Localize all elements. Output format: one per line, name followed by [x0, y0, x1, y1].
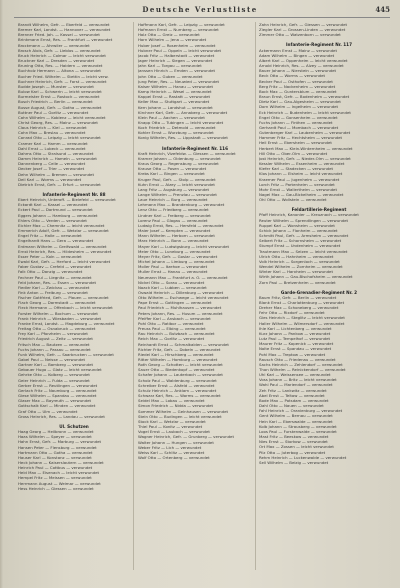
casualty-entry: Bruckner Karl — Dresden — verwundet [18, 58, 95, 64]
casualty-entry: Decker Josef — Trier — verwundet [18, 166, 85, 172]
casualty-entry: Dreher Max — Schoneberg — verwundet [259, 305, 339, 311]
casualty-entry: Kohler Ernst — Wurzburg — verwundet [138, 130, 214, 136]
casualty-entry: Feld Johann, Res. — Essen — verwundet [18, 279, 97, 285]
casualty-entry: Lorenz Paul — Glogau — verwundet [138, 217, 208, 223]
casualty-entry: Roth Georg — Schotten — leicht verwundet [138, 362, 223, 368]
casualty-entry: Haag Georg — Heilbronn — verwundet [18, 429, 94, 435]
casualty-entry: Fuchs Johann — Passau — verwundet [18, 346, 91, 352]
casualty-entry: Erdmann Wilhelm — Greifswald — verwundet [18, 243, 107, 249]
casualty-entry: Hess Heinrich — Giessen — verwundet [18, 485, 94, 491]
casualty-entry: Dahms Otto — Stralsund — verwundet [18, 150, 94, 156]
casualty-entry: Bruck Heinrich — Colmar — leicht verwundet [18, 52, 106, 58]
casualty-entry: Ernst Heinrich, Res. — Hildesheim — verwundet [18, 248, 112, 254]
casualty-entry: Pfaff Heinrich, Kanonier — Kreuznach — verwundet [259, 212, 359, 218]
casualty-entry: Herrmann August — Weimar — verwundet [18, 480, 101, 486]
casualty-entry: Dietz Karl — Gau-Algesheim — verwundet [259, 99, 341, 105]
casualty-entry: Weber Fritz — Lich — verwundet [138, 444, 202, 450]
casualty-entry: Graf Otto — Ulm — verwundet [18, 408, 78, 414]
casualty-entry: Budde Joseph — Munster — verwundet [18, 83, 94, 89]
casualty-entry: Voss Johann — Britz — leicht verwundet [259, 377, 337, 383]
casualty-entry: Brinkmann Ernst, Res. — Frankfurt — verwundet [18, 37, 113, 43]
casualty-entry: Fahl Heinrich — Oranienburg — verwundet [259, 408, 343, 414]
casualty-entry: Fink Anton — Freiburg — verwundet [18, 289, 88, 295]
casualty-entry: Christ Georg, Res. — Mainz — verwundet [18, 119, 98, 125]
casualty-entry: Noack Karl — Lubben — verwundet [138, 284, 207, 290]
casualty-entry: Mast Fritz — Beeskow — verwundet [259, 434, 329, 440]
casualty-entry: Deil Karl — Worms — verwundet [18, 176, 82, 182]
casualty-entry: Franke Ernst, Landst. — Magdeburg — verwundet [18, 320, 115, 326]
casualty-entry: Ewald Karl, Gefr. — Herford — leicht verwundet [18, 259, 111, 265]
casualty-entry: Ebert Heinrich, Unteroff. — Bielefeld — verwundet [18, 197, 116, 203]
casualty-entry: Simon Friedrich — Nidda — verwundet [138, 403, 214, 409]
casualty-entry: Heck Johann — Kaiserslautern — verwundet [18, 459, 104, 465]
casualty-entry: Jahn Karl — Torgau — verwundet [138, 63, 202, 69]
casualty-entry: Walter Johann — Hungen — verwundet [138, 439, 214, 445]
casualty-entry: Freitag Otto — Osnabruck — verwundet [18, 326, 96, 332]
casualty-entry: Busse August, Gefr. — Gotha — verwundet [18, 104, 102, 110]
casualty-entry: Stock Karl — Wetzlar — verwundet [138, 418, 206, 424]
casualty-entry: Frank Heinrich — Wiesbaden — verwundet [18, 315, 102, 321]
casualty-entry: Kamp Heinrich — Wesel — verwundet [138, 89, 212, 95]
casualty-entry: Buttner Paul — Gorlitz — verwundet [18, 109, 89, 115]
casualty-entry: Fehr Otto — Rixdorf — verwundet [259, 310, 325, 316]
column-divider [133, 22, 134, 570]
casualty-entry: Sauer Otto — Biedenkopf — verwundet [138, 367, 215, 373]
casualty-entry: Zorn Paul — Bretzenheim — verwundet [259, 279, 336, 285]
casualty-entry: Gehrke Otto — Kolberg — verwundet [18, 372, 90, 378]
casualty-entry: Bruning Otto, Res. — Haidern — verwundet [18, 63, 103, 69]
casualty-entry: Laue Heinrich — Burg — verwundet [138, 197, 208, 203]
casualty-entry: Glaser Max — Bayreuth — verwundet [18, 398, 92, 404]
casualty-entry: Gutenberger Karl — Laubenheim — verwundet [259, 130, 351, 136]
casualty-entry: Maier Josef — Kempten — verwundet [138, 228, 211, 234]
casualty-entry: Klein Paul — Aachen — verwundet [138, 114, 205, 120]
casualty-entry: Hahn Ernst, Gefr. — Marburg — verwundet [18, 439, 102, 445]
section-heading: Ul. Schutzen [59, 423, 89, 429]
casualty-entry: Kolb Johann — Strausberg — verwundet [259, 423, 337, 429]
casualty-entry: Gebauer Hugo — Glatz — leicht verwundet [18, 367, 102, 373]
casualty-entry: Vogel Ernst — Laubach — verwundet [138, 429, 210, 435]
casualty-entry: Ackermann Ernst — Mainz — verwundet [259, 47, 337, 53]
casualty-entry: Funk Wilhelm, Gefr. — Saarbrucken — verwundet [18, 351, 114, 357]
casualty-entry: Bremer Karl, Landst. — Hannover — verwundet [18, 27, 111, 33]
header-rule [14, 17, 390, 18]
casualty-entry: Horn Wilhelm — Jena — verwundet [138, 37, 207, 43]
casualty-entry: Geier Heinrich — Fulda — verwundet [18, 377, 90, 383]
casualty-entry: Dannenberg — Celle — verwundet [18, 161, 86, 167]
casualty-entry: Beck Otto — Worms — verwundet [259, 73, 326, 79]
casualty-entry: Lehmann Max — Brandenburg — verwundet [138, 202, 225, 208]
casualty-entry: Keller Max — Stuttgart — verwundet [138, 99, 210, 105]
casualty-entry: Otto Wilhelm — Eschwege — leicht verwundet [138, 295, 229, 301]
casualty-entry: Rausch Otto — Friedenau — verwundet [259, 356, 336, 362]
casualty-entry: Marx Heinrich — Bonn — verwundet [138, 238, 209, 244]
column-middle [138, 22, 252, 574]
casualty-entry: Preuss Paul — Elbing — verwundet [138, 326, 206, 332]
casualty-entry: Berg Fritz — Nackenheim — verwundet [259, 83, 336, 89]
casualty-entry: Ort Max — Zossen — leicht verwundet [259, 444, 334, 450]
casualty-entry: Hempel Fritz — Meissen — verwundet [18, 475, 92, 481]
casualty-entry: Gross Heinrich, Res. — Landau — verwundet [18, 413, 105, 419]
casualty-entry: Dietrich Ernst, Gefr. — Erfurt — verwundet [18, 181, 101, 187]
casualty-entry: Fischer Gottfried, Gefr. — Plauen — verwundet [18, 295, 109, 301]
casualty-entry: Koch Friedrich — Detmold — verwundet [138, 125, 216, 131]
page-title: Deutsche Verlustliste [142, 5, 258, 14]
casualty-entry: Janssen Hinrich — Emden — verwundet [138, 68, 216, 74]
casualty-entry: Kappel Ernst — Rastatt — verwundet [138, 94, 211, 100]
casualty-entry: Ritter Wilhelm — Homburg — verwundet [138, 357, 218, 362]
casualty-entry: Wagner Heinrich, Gefr. — Grunberg — verwundet [138, 434, 234, 440]
casualty-entry: Bucher Fried. Wilhelm — Stettin — leicht verw. [18, 73, 109, 79]
casualty-entry: Schafer Johann — Lauterbach — verwundet [138, 372, 223, 378]
casualty-entry: Krause Otto — Posen — verwundet [138, 166, 207, 172]
casualty-entry: Bauer Johann — Nierstein — verwundet [259, 68, 337, 74]
casualty-entry: Sommer Wilhelm — Gelnhausen — verwundet [138, 408, 228, 414]
casualty-entry: Braun Ernst, Gefr. — Bodenheim — verwundet [259, 94, 350, 100]
casualty-entry: Friedrich August — Zeitz — verwundet [18, 336, 93, 342]
casualty-entry: Kurz Johann — Pankow — verwundet [259, 330, 331, 336]
casualty-entry: Maurer Fritz — Kopenick — verwundet [259, 341, 334, 347]
casualty-entry: Klos Johann — Elsheim — leicht verwundet [259, 171, 343, 177]
casualty-entry: Conrad Otto — Leipzig — leicht verwundet [18, 135, 101, 141]
casualty-entry: Lange Wilhelm — Prenzlau — verwundet [138, 192, 217, 197]
casualty-entry: Meyer Fritz, Gefr. — Goslar — verwundet [138, 253, 218, 259]
casualty-entry: Fuchs Johann — Finthen — verwundet [259, 119, 333, 125]
casualty-entry: Moller Paul — Itzehoe — verwundet [138, 264, 208, 270]
casualty-entry: Lutz Paul — Tempelhof — verwundet [259, 336, 331, 342]
casualty-entry: Emmerich Adolf, Gefr. — Wetzlar — verwundet [18, 228, 109, 234]
casualty-entry: Ulrich Otto — Hahnheim — verwundet [259, 253, 334, 259]
casualty-entry: Kirchner Karl, Gefr. — Annaberg — verwundet [138, 109, 228, 115]
casualty-entry: Schick Johann — Flonheim — verwundet [259, 227, 338, 233]
section-heading: Infanterie-Regiment Nr. 116 [162, 145, 228, 151]
casualty-entry: Blank Ernst — Charlottenburg — verwundet [259, 299, 345, 305]
casualty-entry: Dahl Otto — Nauen — verwundet [259, 403, 324, 409]
casualty-entry: Engel Otto — Gonsenheim — verwundet [259, 114, 338, 120]
casualty-entry: Gerlach Fritz — Naumburg — verwundet [18, 387, 97, 393]
casualty-entry: Kramer Johann — Oldenburg — verwundet [138, 155, 221, 161]
casualty-entry: Kaiser Wilhelm — Hanau — verwundet [138, 83, 214, 89]
casualty-entry: Meier Otto — Luneburg — verwundet [138, 248, 211, 254]
casualty-entry: Falk Otto — Danzig — verwundet [18, 269, 83, 275]
casualty-entry: Gartner Karl — Bamberg — verwundet [18, 362, 94, 368]
casualty-entry: Uhl Karl — Weissensee — verwundet [259, 372, 331, 378]
casualty-entry: Cohn Max — Breslau — verwundet [18, 130, 86, 136]
casualty-entry: Thon Wilhelm — Reinickendorf — verwundet [259, 367, 346, 372]
column-divider [255, 22, 256, 570]
casualty-entry: Engel Fritz — Halle — verwundet [18, 233, 82, 239]
casualty-entry: Fiedler Karl — Zwickau — verwundet [18, 284, 90, 290]
casualty-entry: Nickel Otto — Sorau — verwundet [138, 279, 205, 285]
casualty-entry: Pohl Otto — Ratibor — verwundet [138, 320, 204, 326]
casualty-entry: Hein Karl — Eberswalde — verwundet [259, 418, 333, 424]
casualty-entry: Gabel Paul — Neisse — verwundet [18, 357, 86, 362]
casualty-entry: Stumpf Ernst — Undenheim — verwundet [259, 243, 341, 249]
casualty-entry: Ihle Karl — Lichtenberg — verwundet [259, 325, 332, 331]
section-heading: Infanterie-Regiment Nr. 117 [286, 42, 352, 48]
casualty-entry: Fritsch Max — Bautzen — verwundet [18, 341, 90, 347]
casualty-entry: Trautmann Max — Selzen — leicht verwundet [259, 248, 348, 254]
casualty-entry: Volk Heinrich — Sorgenloch — verwundet [259, 258, 340, 264]
casualty-entry: Jacob Fritz — Halberstadt — verwundet [138, 52, 215, 58]
column-left [18, 22, 130, 574]
casualty-entry: Mayer Karl — Ludwigsburg — leicht verwundet [138, 243, 229, 249]
casualty-entry: Seidel Max — Lobau — verwundet [138, 398, 205, 404]
casualty-entry: Wendel Wilhelm — Zornheim — verwundet [259, 264, 343, 270]
casualty-entry: Forster Wilhelm — Bochum — verwundet [18, 310, 98, 316]
casualty-entry: Scholz Paul — Waldenburg — verwundet [138, 377, 217, 383]
casualty-entry: Eckardt Karl — Kassel — verwundet [18, 202, 88, 208]
casualty-entry: Muller Ernst — Hanau — verwundet [138, 269, 208, 275]
casualty-entry: Cramer Karl — Hamm — verwundet [18, 140, 88, 146]
casualty-entry: Jung Peter, Res. — Neuwied — verwundet [138, 78, 219, 84]
casualty-entry: Schulz Heinrich — Anklam — verwundet [138, 387, 217, 393]
casualty-entry: Bulow Karl — Schwerin — leicht verwundet [18, 89, 102, 95]
casualty-entry: Jager Heinrich — Siegen — verwundet [138, 58, 213, 64]
casualty-entry: Ziegler Karl — Grossen-Linden — verwundet [259, 27, 346, 33]
casualty-entry: Konig Wilhelm, Res. — Lippstadt — verwundet [138, 135, 228, 141]
casualty-entry: Gerber Ernst — Reutlingen — verwundet [18, 382, 98, 388]
casualty-entry: Rau Heinrich — Butzbach — verwundet [138, 331, 215, 337]
casualty-entry: Hofmann Ernst — Nurnberg — verwundet [138, 27, 219, 33]
casualty-entry: Esser Peter — Koln — verwundet [18, 253, 82, 259]
casualty-entry: Adam Wilhelm — Bingen — verwundet [259, 52, 335, 58]
casualty-entry: Buchholz Hermann — Altona — verwundet [18, 68, 101, 74]
casualty-entry: Mann Wilhelm — Herborn — verwundet [138, 233, 215, 239]
casualty-entry: Ehlers Otto — Verden — verwundet [18, 217, 87, 223]
casualty-entry: Brandt Wilhelm, Gefr. — Eberfeld — verwundet [18, 22, 110, 27]
casualty-entry: Wolf Otto — Ortenberg — verwundet [138, 454, 210, 460]
casualty-entry: Gent Wilhelm — Bernau — verwundet [259, 413, 333, 419]
casualty-entry: Lenz Otto — Friedberg — verwundet [138, 207, 209, 213]
casualty-entry: Haas Wilhelm — Speyer — verwundet [18, 434, 92, 440]
casualty-entry: Giese Wilhelm — Spandau — verwundet [18, 393, 97, 399]
casualty-entry: Seibert Fritz — Schornsheim — verwundet [259, 238, 342, 244]
casualty-entry: Wahl Paul — Mariendorf — verwundet [259, 382, 333, 388]
casualty-entry: Faber Gustav — Crefeld — verwundet [18, 264, 92, 270]
casualty-entry: Fleck Hermann — Offenbach — leicht verwundet [18, 305, 113, 311]
casualty-entry: Ruppel Karl — Wonsheim — verwundet [259, 222, 335, 228]
casualty-entry: Neumann Max — Frankfurt a. O. — verwundet [138, 274, 228, 280]
casualty-entry: Hauser Karl — Konstanz — verwundet [18, 454, 92, 460]
casualty-entry: Eichler Max — Chemnitz — leicht verwundet [18, 222, 105, 228]
casualty-entry: Oswald Heinrich — Dillenburg — verwundet [138, 289, 224, 295]
casualty-entry: Paul Friedrich — Muhlhausen — verwundet [138, 305, 222, 311]
casualty-entry: Brosch Alois, Gefr. — Lieblos — verwundet [18, 47, 101, 53]
casualty-entry: Hammer Fritz — Hechtsheim — verwundet [259, 135, 343, 141]
casualty-entry: Hill Otto — Ober-Olm — verwundet [259, 150, 328, 156]
casualty-entry: Abel Ernst — Teltow — verwundet [259, 392, 325, 398]
casualty-entry: Kraemer Paul — Jugenheim — verwundet [259, 176, 340, 182]
casualty-entry: Gottschalk Karl — Minden — verwundet [18, 403, 96, 409]
section-heading: Garde-Grenadier-Regiment Nr. 2 [280, 289, 358, 295]
page-number: 445 [375, 5, 390, 14]
casualty-entry: Riedel Karl — Hirschberg — verwundet [138, 351, 214, 357]
casualty-entry: Sachs Heinrich — Zehlendorf — verwundet [259, 361, 343, 367]
casualty-entry: Pohl Max — Treptow — verwundet [259, 351, 326, 357]
casualty-entry: Pape Ernst — Gottingen — verwundet [138, 300, 212, 306]
casualty-entry: Peters Johann, Res. — Husum — verwundet [138, 310, 223, 316]
casualty-entry: Sell Wilhelm — Belzig — verwundet [259, 459, 329, 465]
casualty-entry: Hoffmann Karl, Gefr. — Leipzig — verwundet [138, 22, 225, 27]
casualty-entry: Burmeister Ernst — Rostock — verwundet [18, 94, 100, 100]
casualty-entry: Reuter Wilhelm — Sprendlingen — verwundet [259, 217, 349, 223]
section-heading: Infanterie-Regiment Nr. 88 [42, 192, 106, 197]
casualty-entry: Pilz Otto — Juterbog — verwundet [259, 449, 326, 455]
casualty-entry: Nagel Max — Gau-Bickelheim — verwundet [259, 192, 344, 197]
casualty-entry: Zahn Heinrich, Gefr. — Giessen — verwundet [259, 22, 348, 27]
scan-edge-shadow [0, 0, 3, 588]
casualty-entry: Dorn Wilhelm — Ingelheim — verwundet [259, 104, 339, 110]
casualty-entry: Kuhn Ernst — Alzey — leicht verwundet [138, 181, 215, 187]
casualty-entry: Krebs Karl — Bingen — verwundet [138, 171, 205, 177]
casualty-entry: Kiefer Karl — Stadecken — verwundet [259, 166, 334, 172]
casualty-entry: Thiel Paul — Konitz — verwundet [138, 424, 203, 430]
casualty-entry: Lorch Fritz — Partenheim — verwundet [259, 181, 335, 187]
casualty-entry: Michel Johann — Limburg — verwundet [138, 259, 215, 265]
casualty-entry: Kessler Wilhelm — Essenheim — verwundet [259, 161, 345, 167]
casualty-entry: Bode Max — Potsdam — verwundet [259, 397, 329, 403]
casualty-entry: Fechner Paul — Liegnitz — verwundet [18, 274, 92, 280]
casualty-entry: Lang Fritz — Augsburg — verwundet [138, 186, 210, 192]
casualty-entry: Nies Ernst — Storkow — verwundet [259, 439, 328, 445]
casualty-entry: Reich Max — Gorlitz — verwundet [138, 336, 205, 342]
casualty-entry: Mohr Ernst — Wallertheim — verwundet [259, 186, 337, 192]
casualty-entry: Cahn Wilhelm — Koblenz — leicht verwundet [18, 114, 106, 120]
casualty-entry: Damm Heinrich — Hameln — verwundet [18, 156, 97, 162]
casualty-entry: Pfeiffer Karl — Ansbach — verwundet [138, 315, 211, 321]
casualty-entry: Hubner Paul — Oppeln — leicht verwundet [138, 47, 222, 53]
casualty-entry: Becker Paul — Osthofen — verwundet [259, 78, 333, 84]
casualty-entry: Zimmer Otto — Watzenborn — verwundet [259, 32, 341, 38]
casualty-entry: Bock Max — Guntersblum — verwundet [259, 88, 337, 94]
casualty-entry: Dehn Wilhelm — Bremen — verwundet [18, 171, 94, 177]
casualty-entry: Eck Heinrich — Budenheim — leicht verwundet [259, 109, 351, 115]
casualty-entry: Busch Friedrich — Berlin — verwundet [18, 99, 93, 105]
casualty-entry: Schmitt Paul, Gefr. — Armsheim — verwundet [259, 233, 349, 239]
casualty-entry: Hansen Peter — Flensburg — verwundet [18, 444, 97, 450]
casualty-entry: Knapp Otto — Tubingen — leicht verwundet [138, 119, 224, 125]
casualty-entry: Held Max — Eisenach — leicht verwundet [18, 470, 100, 476]
casualty-entry: Loos Paul — Furstenwalde — verwundet [259, 428, 337, 434]
casualty-entry: Schwarz Karl, Res. — Worms — verwundet [138, 393, 221, 399]
casualty-entry: Eckert Paul — Dortmund — verwundet [18, 207, 93, 213]
casualty-entry: Stein Otto — Budingen — leicht verwundet [138, 413, 222, 419]
casualty-entry: Kruger Paul, Gefr. — Stolp — verwundet [138, 176, 216, 182]
casualty-entry: Richter Fritz, Gefr. — Dobeln — verwundet [138, 346, 221, 352]
casualty-entry: Dahl Ernst — Lubeck — verwundet [18, 145, 86, 151]
casualty-entry: Arnold Heinrich, Res. — Alzey — verwundet [259, 63, 344, 69]
casualty-entry: Brenner Fried. Joh. — Kassel — verwundet [18, 32, 100, 38]
casualty-entry: Brockmann — Ahrwiler — verwundet [18, 42, 90, 48]
casualty-entry: Gerhardt Paul — Mombach — verwundet [259, 124, 339, 130]
casualty-entry: Kraft Heinrich, Vizefeldw. — Giessen — verwundet [138, 150, 236, 156]
casualty-entry: Gies Heinrich — Steglitz — leicht verwundet [259, 315, 345, 321]
page-header [0, 5, 400, 17]
casualty-entry: Winter Karl — Harxheim — verwundet [259, 269, 333, 275]
casualty-entry: Heinrich Paul — Cottbus — verwundet [18, 465, 93, 471]
casualty-entry: Kern Johann — Landshut — verwundet [138, 104, 213, 110]
casualty-entry: Heil Ernst — Ebersheim — verwundet [259, 140, 332, 146]
casualty-entry: Flach Georg — Darmstadt — verwundet [18, 300, 96, 306]
casualty-entry: Engelhardt Hans — Gera — verwundet [18, 238, 94, 244]
section-heading: Feldartillerie-Regiment [291, 207, 347, 213]
casualty-entry: Ludwig Ernst, Res. — Hersfeld — verwundet [138, 222, 224, 228]
casualty-entry: Nolte Ernst — Spandau — verwundet [259, 346, 332, 352]
casualty-entry: Buchner Heinrich, Gefr. — Forst — verwundet [18, 78, 107, 84]
casualty-entry: Ohl Otto — Wollstein — verwundet [259, 197, 327, 203]
casualty-entry: Lindner Karl — Freiberg — verwundet [138, 212, 211, 218]
casualty-entry: Eggers Johann — Hamburg — verwundet [18, 212, 98, 218]
casualty-entry: Herbert Max — Klein-Winternheim — verwundet [259, 145, 353, 151]
casualty-entry: Reinhardt Ernst — Schmalkalden — verwundet [138, 341, 229, 347]
casualty-entry: Huber Josef — Rosenheim — verwundet [138, 42, 216, 48]
casualty-entry: Haller Wilhelm — Wilmersdorf — verwundet [259, 320, 345, 326]
casualty-entry: Holz Otto — Greiz — verwundet [138, 32, 200, 38]
casualty-entry: Baum Fritz, Gefr. — Berlin — verwundet [259, 294, 337, 300]
casualty-entry: Schreiber Ernst — Alsfeld — verwundet [138, 382, 215, 388]
casualty-entry: John Otto — Guben — verwundet [138, 73, 203, 79]
casualty-entry: Rehm Heinrich — Luckenwalde — verwundet [259, 454, 347, 460]
casualty-entry: Hartmann Otto — Gotha — verwundet [18, 449, 93, 455]
casualty-entry: Jost Heinrich, Gefr. — Nieder-Olm — verwundet [259, 155, 351, 161]
casualty-entry: Zeh Fritz — Lankwitz — verwundet [259, 387, 327, 393]
casualty-entry: Albert Karl — Oppenheim — leicht verwundet [259, 57, 348, 63]
column-right [259, 22, 379, 574]
casualty-entry: Weiss Karl — Schlitz — verwundet [138, 449, 205, 455]
casualty-entry: Kraus Georg — Regensburg — verwundet [138, 161, 219, 167]
casualty-entry: Frey Karl — Pforzheim — verwundet [18, 331, 88, 337]
casualty-entry: Wirth Johann — Gau-Bischofsheim — verwundet [259, 274, 353, 280]
casualty-entry: Claus Heinrich — Kiel — verwundet [18, 125, 87, 131]
